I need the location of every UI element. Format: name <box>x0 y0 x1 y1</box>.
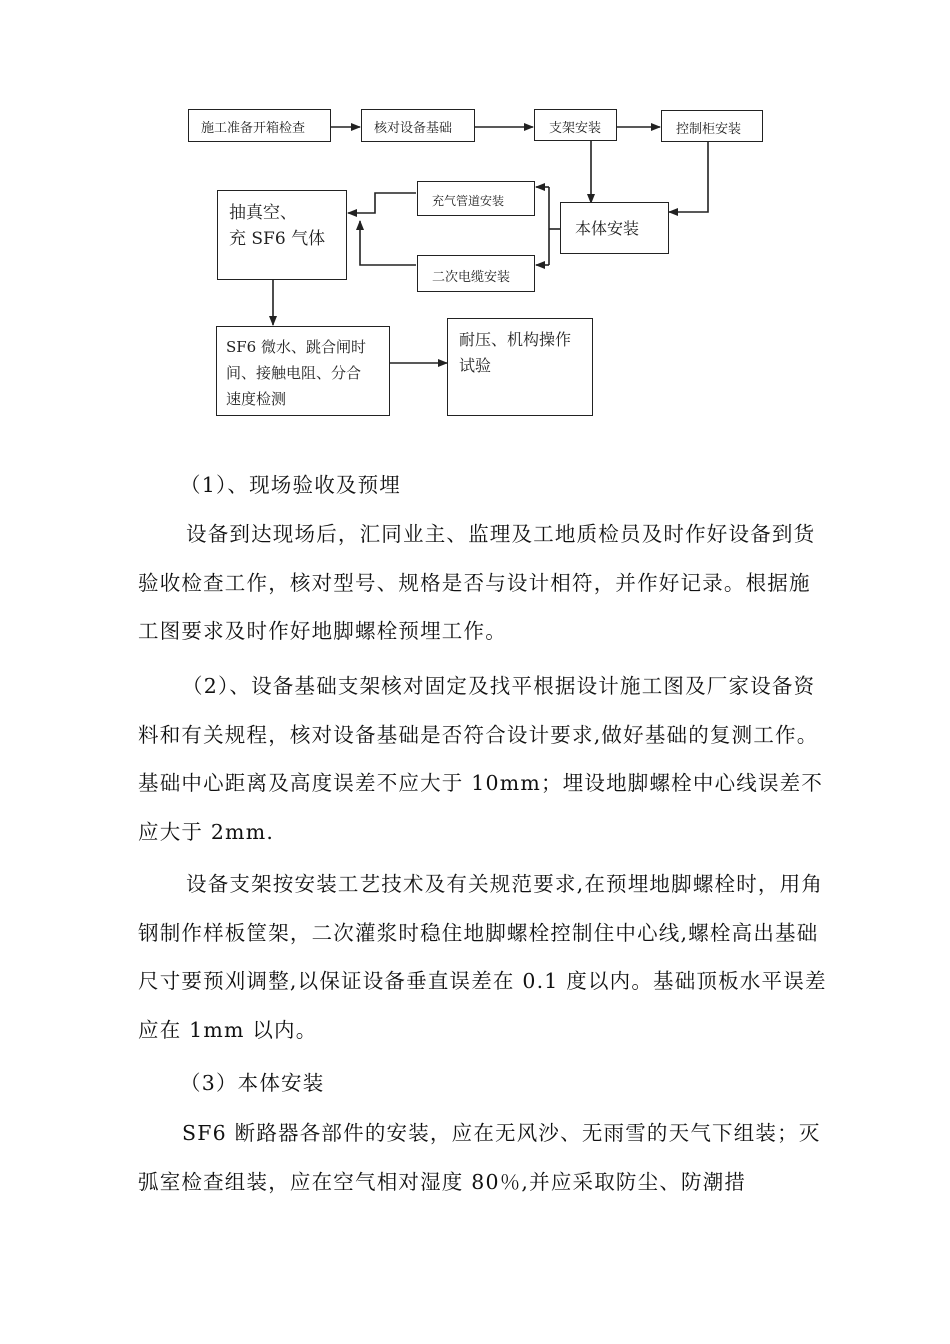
section-2-extra: 设备支架按安装工艺技术及有关规范要求,在预埋地脚螺栓时，用角钢制作样板筐架，二次灌浆时稳住地脚螺栓控制住中心线,螺栓高出基础尺寸要预刈调整,以保证设备垂直误差在 0.1 度以内。基础顶板水平误差应在 1mm 以内。 <box>138 872 827 1042</box>
box-bracket <box>534 109 617 141</box>
box-cable <box>417 255 535 292</box>
section-1-heading: （1）、现场验收及预埋 <box>180 473 401 497</box>
box-test-line1: SF6 微水、跳合闸时 <box>226 338 366 356</box>
arrow-cable-to-vacuum <box>360 221 416 265</box>
box-test-line2: 间、接触电阻、分合 <box>226 364 362 382</box>
arrow-gas-pipe-to-vacuum <box>348 193 416 213</box>
section-1-body: 设备到达现场后，汇同业主、监理及工地质检员及时作好设备到货验收检查工作，核对型号、规格是否与设计相符，并作好记录。根据施工图要求及时作好地脚螺栓预埋工作。 <box>138 522 816 643</box>
section-2-body: （2）、设备基础支架核对固定及找平根据设计施工图及厂家设备资料和有关规程，核对设备基础是否符合设计要求,做好基础的复测工作。基础中心距离及高度误差不应大于 10mm；埋设地脚螺栓中心线误差不应大于 2mm. <box>138 674 824 844</box>
box-gas-pipe-label: 充气管道安装 <box>432 194 505 208</box>
section-3-body: SF6 断路器各部件的安装，应在无风沙、无雨雪的天气下组装；灭弧室检查组装，应在空气相对湿度 80％,并应采取防尘、防潮措 <box>138 1121 821 1194</box>
box-gas-pipe <box>417 181 535 216</box>
box-body-install <box>560 202 669 254</box>
box-control-cabinet <box>661 110 763 142</box>
box-verify-foundation <box>361 109 475 142</box>
box-cabinet-label: 控制柜安装 <box>676 122 742 137</box>
box-test <box>216 326 390 416</box>
box-withstand-line2: 试验 <box>459 356 492 375</box>
box-cable-label: 二次电缆安装 <box>432 270 511 285</box>
arrow-cabinet-to-body <box>669 142 708 212</box>
box-body-label: 本体安装 <box>575 219 640 238</box>
box-vacuum-line2: 充 SF6 气体 <box>229 229 326 249</box>
box-prep-label: 施工准备开箱检查 <box>201 121 306 136</box>
box-vacuum-line1: 抽真空、 <box>229 203 297 223</box>
box-withstand-line1: 耐压、机构操作 <box>459 330 572 349</box>
box-test-line3: 速度检测 <box>226 390 287 408</box>
box-prep <box>188 109 331 142</box>
section-3-heading: （3）本体安装 <box>180 1071 325 1095</box>
box-withstand <box>447 318 593 416</box>
box-verify-label: 核对设备基础 <box>374 121 453 136</box>
box-bracket-label: 支架安装 <box>549 121 602 136</box>
box-vacuum <box>217 190 347 280</box>
